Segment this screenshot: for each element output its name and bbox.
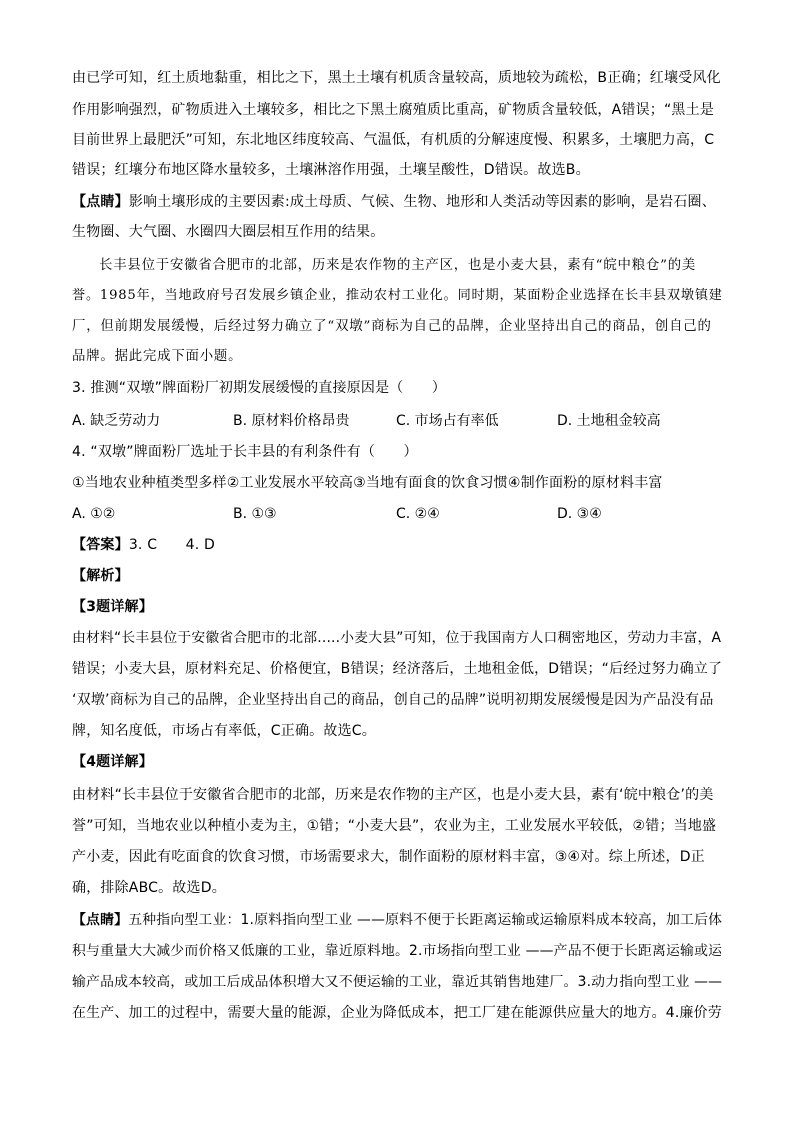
q4-option-b: B. ①③ — [233, 506, 277, 522]
point-note-line — [72, 910, 722, 930]
point-label: 【点睛】 — [72, 912, 129, 928]
material-line: 品牌。据此完成下面小题。 — [72, 349, 243, 364]
detail-4-line: 产小麦，因此有吃面食的饮食习惯，市场需要求大，制作面粉的原材料丰富，③④对。综上所述，D正 — [72, 849, 705, 865]
q4-option-a: A. ①② — [72, 506, 116, 522]
detail-4-line: 由材料“长丰县位于安徽省合肥市的北部，历来是农作物的主产区，也是小麦大县，素有‘皖中粮仓’的美 — [72, 787, 714, 803]
point-note-line: 生物圈、大气圈、水圈四大圈层相互作用的结果。 — [72, 224, 385, 240]
q3-option-b: B. 原材料价格昂贵 — [233, 413, 350, 429]
point-note-line: 积与重量大大减少而价格又低廉的工业，靠近原料地。2.市场指向型工业 ——产品不便于长距离运输或运 — [72, 943, 723, 959]
detail-3-label: 【3题详解】 — [72, 599, 153, 615]
point-note-line — [72, 192, 716, 212]
point-text: 影响土壤形成的主要因素:成土母质、气候、生物、地形和人类活动等因素的影响，是岩石圈、 — [128, 194, 716, 210]
q3-option-c: C. 市场占有率低 — [396, 413, 499, 429]
detail-3-line: ‘双墩’商标为自己的品牌，企业坚持出自己的商品，创自己的品牌”说明初期发展缓慢是因为产品没有品 — [72, 692, 714, 708]
point-note-line: 输产品成本较高，或加工后成品体积增大又不便运输的工业，靠近其销售地建厂。3.动力指向型工业 —— — [72, 974, 723, 990]
answer-line — [72, 535, 215, 555]
detail-3-line: 由材料“长丰县位于安徽省合肥市的北部.....小麦大县”可知，位于我国南方人口稠密地区，劳动力丰富，A — [72, 630, 722, 646]
q3-option-a: A. 缺乏劳动力 — [72, 413, 161, 429]
q3-option-d: D. 土地租金较高 — [557, 413, 661, 429]
detail-4-line: 确，排除ABC。故选D。 — [72, 880, 226, 896]
answer-label: 【答案】 — [72, 537, 129, 553]
analysis-line: 作用影响强烈，矿物质进入土壤较多，相比之下黑土腐殖质比重高，矿物质含量较低，A错误；“黑土是 — [72, 102, 715, 118]
point-note-line: 在生产、加工的过程中，需要大量的能源，企业为降低成本，把工厂建在能源供应量大的地方。4.廉价劳 — [72, 1005, 722, 1021]
question-3-stem: 3. 推测“双墩”牌面粉厂初期发展缓慢的直接原因是（ ） — [72, 380, 447, 396]
detail-4-label: 【4题详解】 — [72, 754, 153, 770]
analysis-line: 错误；红壤分布地区降水量较多，土壤淋溶作用强，土壤呈酸性，D错误。故选B。 — [72, 162, 590, 178]
detail-4-line: 誉”可知，当地农业以种植小麦为主，①错；“小麦大县”，农业为主，工业发展水平较低，②错；当地盛 — [72, 818, 717, 834]
detail-3-line: 牌，知名度低，市场占有率低，C正确。故选C。 — [72, 723, 376, 739]
question-4-stem: 4. “双墩”牌面粉厂选址于长丰县的有利条件有（ ） — [72, 444, 418, 460]
material-line: 长丰县位于安徽省合肥市的北部，历来是农作物的主产区，也是小麦大县，素有“皖中粮仓”的美 — [99, 258, 697, 273]
point-text: 五种指向型工业：1.原料指向型工业 ——原料不便于长距离运输或运输原料成本较高，加工后体 — [128, 912, 723, 928]
q4-option-d: D. ③④ — [557, 506, 602, 522]
q4-option-c: C. ②④ — [396, 506, 440, 522]
question-4-statements: ①当地农业种植类型多样②工业发展水平较高③当地有面食的饮食习惯④制作面粉的原材料丰富 — [72, 475, 663, 491]
material-line: 厂，但前期发展缓慢，后经过努力确立了“双墩”商标为自己的品牌，企业坚持出自己的商品，创自己的 — [72, 319, 712, 334]
material-line: 誉。1985年，当地政府号召发展乡镇企业，推动农村工业化。同时期，某面粉企业选择在长丰县双墩镇建 — [72, 288, 723, 303]
detail-3-line: 错误；小麦大县，原材料充足、价格便宜，B错误；经济落后，土地租金低，D错误；“后经过努力确立了 — [72, 661, 723, 677]
analysis-line: 目前世界上最肥沃”可知，东北地区纬度较高、气温低，有机质的分解速度慢、积累多，土壤肥力高，C — [72, 132, 715, 148]
answer-text: 3. C 4. D — [128, 537, 215, 553]
analysis-line: 由已学可知，红土质地黏重，相比之下，黑土土壤有机质含量较高，质地较为疏松，B正确；红壤受风化 — [72, 70, 721, 86]
analysis-label: 【解析】 — [72, 568, 129, 584]
point-label: 【点睛】 — [72, 194, 129, 210]
